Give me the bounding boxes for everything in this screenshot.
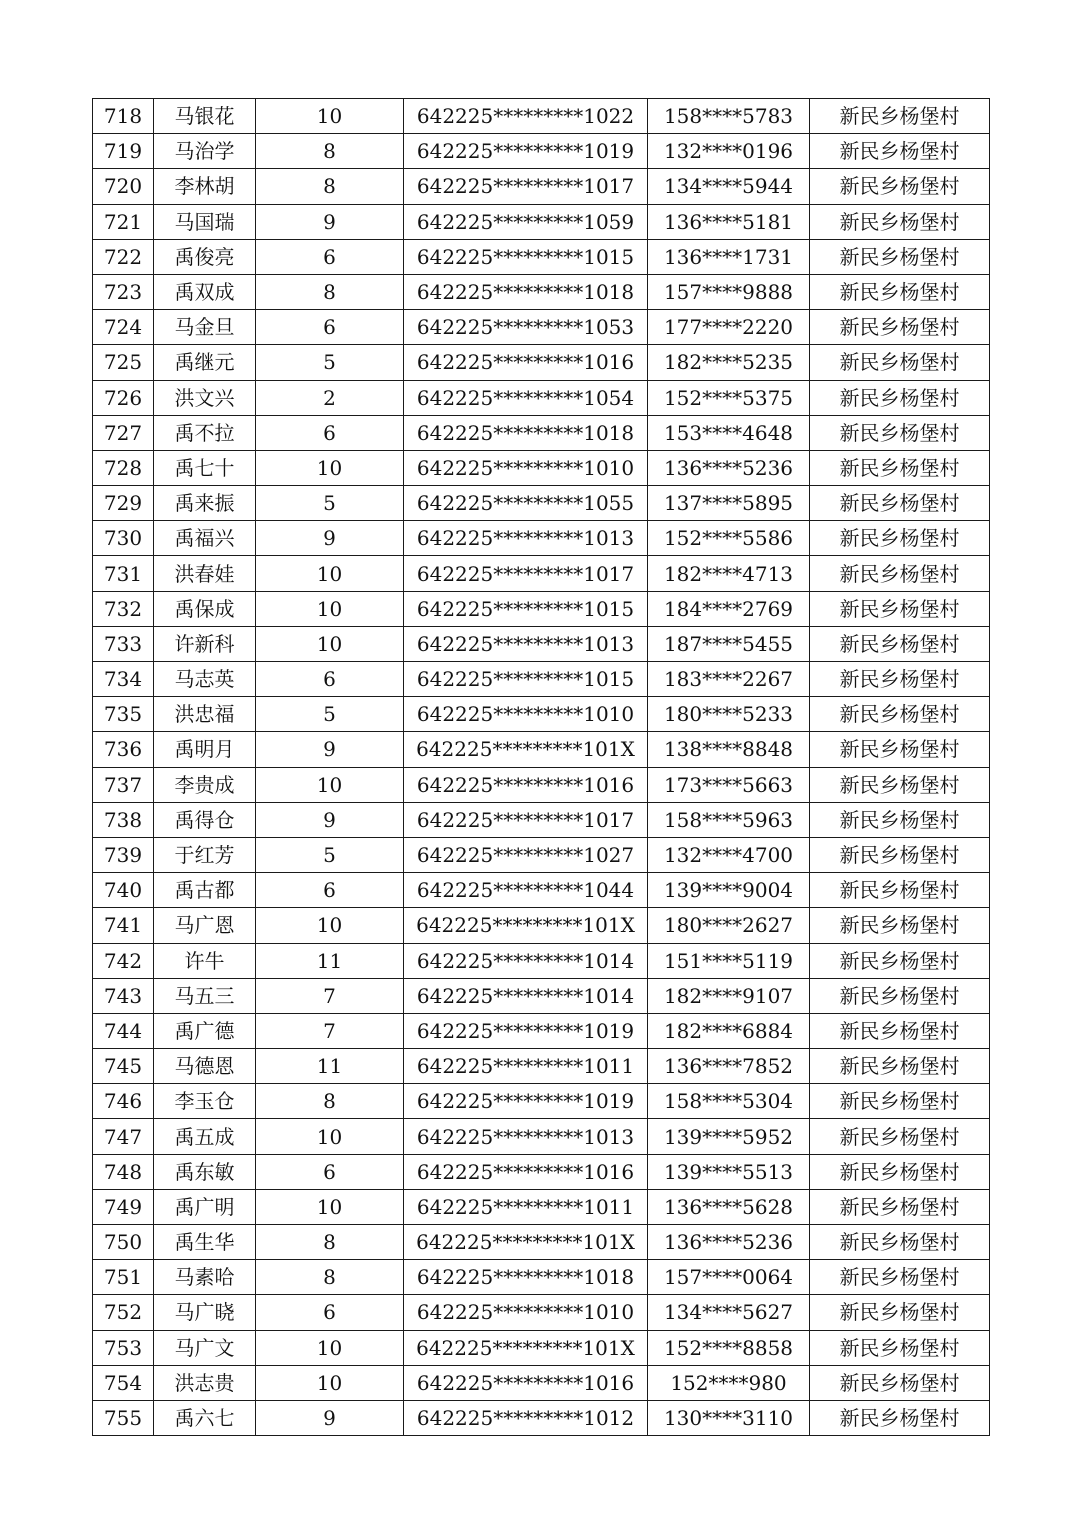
table-row — [93, 1013, 990, 1048]
row-number-cell: 743 — [93, 978, 154, 1013]
table-row — [93, 767, 990, 802]
id-number-cell: 642225*********1017 — [404, 169, 648, 204]
id-number-cell: 642225*********1053 — [404, 310, 648, 345]
address-cell: 新民乡杨堡村 — [810, 345, 990, 380]
count-cell: 10 — [256, 99, 404, 134]
table-row — [93, 978, 990, 1013]
address-cell: 新民乡杨堡村 — [810, 169, 990, 204]
row-number-cell: 742 — [93, 943, 154, 978]
table-row — [93, 1119, 990, 1154]
count-cell: 9 — [256, 732, 404, 767]
name-cell: 洪文兴 — [154, 380, 256, 415]
row-number-cell: 753 — [93, 1330, 154, 1365]
address-cell: 新民乡杨堡村 — [810, 908, 990, 943]
count-cell: 7 — [256, 978, 404, 1013]
address-cell: 新民乡杨堡村 — [810, 99, 990, 134]
row-number-cell: 724 — [93, 310, 154, 345]
id-number-cell: 642225*********1059 — [404, 204, 648, 239]
row-number-cell: 726 — [93, 380, 154, 415]
phone-cell: 153****4648 — [648, 415, 810, 450]
address-cell: 新民乡杨堡村 — [810, 1119, 990, 1154]
phone-cell: 182****9107 — [648, 978, 810, 1013]
phone-cell: 158****5963 — [648, 802, 810, 837]
address-cell: 新民乡杨堡村 — [810, 239, 990, 274]
row-number-cell: 735 — [93, 697, 154, 732]
count-cell: 8 — [256, 134, 404, 169]
name-cell: 禹东敏 — [154, 1154, 256, 1189]
phone-cell: 139****9004 — [648, 873, 810, 908]
address-cell: 新民乡杨堡村 — [810, 626, 990, 661]
row-number-cell: 748 — [93, 1154, 154, 1189]
table-row — [93, 486, 990, 521]
phone-cell: 158****5783 — [648, 99, 810, 134]
address-cell: 新民乡杨堡村 — [810, 1295, 990, 1330]
phone-cell: 137****5895 — [648, 486, 810, 521]
name-cell: 马治学 — [154, 134, 256, 169]
id-number-cell: 642225*********1013 — [404, 521, 648, 556]
name-cell: 李玉仓 — [154, 1084, 256, 1119]
table-row — [93, 274, 990, 309]
name-cell: 马素哈 — [154, 1260, 256, 1295]
phone-cell: 132****4700 — [648, 837, 810, 872]
table-row — [93, 169, 990, 204]
id-number-cell: 642225*********1018 — [404, 415, 648, 450]
id-number-cell: 642225*********1054 — [404, 380, 648, 415]
count-cell: 9 — [256, 802, 404, 837]
table-row — [93, 1295, 990, 1330]
count-cell: 6 — [256, 310, 404, 345]
id-number-cell: 642225*********1018 — [404, 274, 648, 309]
phone-cell: 130****3110 — [648, 1400, 810, 1435]
id-number-cell: 642225*********1027 — [404, 837, 648, 872]
count-cell: 2 — [256, 380, 404, 415]
address-cell: 新民乡杨堡村 — [810, 1260, 990, 1295]
phone-cell: 139****5952 — [648, 1119, 810, 1154]
row-number-cell: 734 — [93, 662, 154, 697]
count-cell: 9 — [256, 204, 404, 239]
name-cell: 禹古都 — [154, 873, 256, 908]
name-cell: 马五三 — [154, 978, 256, 1013]
row-number-cell: 751 — [93, 1260, 154, 1295]
name-cell: 许牛 — [154, 943, 256, 978]
row-number-cell: 723 — [93, 274, 154, 309]
table-row — [93, 521, 990, 556]
address-cell: 新民乡杨堡村 — [810, 1365, 990, 1400]
phone-cell: 180****2627 — [648, 908, 810, 943]
id-number-cell: 642225*********101X — [404, 908, 648, 943]
address-cell: 新民乡杨堡村 — [810, 873, 990, 908]
table-row — [93, 204, 990, 239]
count-cell: 5 — [256, 837, 404, 872]
address-cell: 新民乡杨堡村 — [810, 1330, 990, 1365]
id-number-cell: 642225*********1014 — [404, 978, 648, 1013]
name-cell: 禹俊亮 — [154, 239, 256, 274]
name-cell: 马银花 — [154, 99, 256, 134]
count-cell: 10 — [256, 450, 404, 485]
address-cell: 新民乡杨堡村 — [810, 1084, 990, 1119]
id-number-cell: 642225*********1055 — [404, 486, 648, 521]
phone-cell: 180****5233 — [648, 697, 810, 732]
row-number-cell: 738 — [93, 802, 154, 837]
count-cell: 5 — [256, 345, 404, 380]
phone-cell: 182****5235 — [648, 345, 810, 380]
address-cell: 新民乡杨堡村 — [810, 415, 990, 450]
address-cell: 新民乡杨堡村 — [810, 1013, 990, 1048]
id-number-cell: 642225*********1013 — [404, 1119, 648, 1154]
table-row — [93, 873, 990, 908]
count-cell: 11 — [256, 1049, 404, 1084]
count-cell: 6 — [256, 1295, 404, 1330]
name-cell: 马志英 — [154, 662, 256, 697]
table-row — [93, 1084, 990, 1119]
address-cell: 新民乡杨堡村 — [810, 521, 990, 556]
count-cell: 6 — [256, 415, 404, 450]
count-cell: 8 — [256, 274, 404, 309]
count-cell: 11 — [256, 943, 404, 978]
name-cell: 禹广明 — [154, 1189, 256, 1224]
name-cell: 洪忠福 — [154, 697, 256, 732]
phone-cell: 139****5513 — [648, 1154, 810, 1189]
name-cell: 许新科 — [154, 626, 256, 661]
row-number-cell: 727 — [93, 415, 154, 450]
table-row — [93, 697, 990, 732]
table-row — [93, 345, 990, 380]
row-number-cell: 739 — [93, 837, 154, 872]
address-cell: 新民乡杨堡村 — [810, 767, 990, 802]
row-number-cell: 741 — [93, 908, 154, 943]
row-number-cell: 721 — [93, 204, 154, 239]
table-row — [93, 556, 990, 591]
phone-cell: 152****5586 — [648, 521, 810, 556]
id-number-cell: 642225*********1015 — [404, 591, 648, 626]
count-cell: 10 — [256, 591, 404, 626]
table-row — [93, 1189, 990, 1224]
name-cell: 禹生华 — [154, 1225, 256, 1260]
name-cell: 马德恩 — [154, 1049, 256, 1084]
address-cell: 新民乡杨堡村 — [810, 134, 990, 169]
phone-cell: 157****9888 — [648, 274, 810, 309]
count-cell: 6 — [256, 239, 404, 274]
table-row — [93, 450, 990, 485]
name-cell: 马广恩 — [154, 908, 256, 943]
phone-cell: 187****5455 — [648, 626, 810, 661]
row-number-cell: 736 — [93, 732, 154, 767]
id-number-cell: 642225*********101X — [404, 732, 648, 767]
row-number-cell: 731 — [93, 556, 154, 591]
phone-cell: 152****980 — [648, 1365, 810, 1400]
row-number-cell: 737 — [93, 767, 154, 802]
count-cell: 10 — [256, 1119, 404, 1154]
address-cell: 新民乡杨堡村 — [810, 1225, 990, 1260]
phone-cell: 136****5236 — [648, 450, 810, 485]
count-cell: 10 — [256, 767, 404, 802]
count-cell: 8 — [256, 169, 404, 204]
id-number-cell: 642225*********1016 — [404, 767, 648, 802]
table-row — [93, 310, 990, 345]
count-cell: 10 — [256, 1330, 404, 1365]
name-cell: 马国瑞 — [154, 204, 256, 239]
table-row — [93, 662, 990, 697]
name-cell: 禹得仓 — [154, 802, 256, 837]
address-cell: 新民乡杨堡村 — [810, 274, 990, 309]
table-row — [93, 1260, 990, 1295]
count-cell: 9 — [256, 521, 404, 556]
phone-cell: 151****5119 — [648, 943, 810, 978]
id-number-cell: 642225*********1016 — [404, 1154, 648, 1189]
table-row — [93, 1049, 990, 1084]
name-cell: 禹五成 — [154, 1119, 256, 1154]
id-number-cell: 642225*********1011 — [404, 1189, 648, 1224]
row-number-cell: 719 — [93, 134, 154, 169]
address-cell: 新民乡杨堡村 — [810, 450, 990, 485]
table-row — [93, 1330, 990, 1365]
name-cell: 禹七十 — [154, 450, 256, 485]
name-cell: 马广晓 — [154, 1295, 256, 1330]
table-row — [93, 380, 990, 415]
table-row — [93, 1225, 990, 1260]
id-number-cell: 642225*********1012 — [404, 1400, 648, 1435]
count-cell: 10 — [256, 908, 404, 943]
address-cell: 新民乡杨堡村 — [810, 310, 990, 345]
phone-cell: 152****5375 — [648, 380, 810, 415]
name-cell: 禹双成 — [154, 274, 256, 309]
id-number-cell: 642225*********1019 — [404, 1013, 648, 1048]
id-number-cell: 642225*********1018 — [404, 1260, 648, 1295]
name-cell: 禹不拉 — [154, 415, 256, 450]
count-cell: 5 — [256, 697, 404, 732]
count-cell: 8 — [256, 1225, 404, 1260]
row-number-cell: 746 — [93, 1084, 154, 1119]
address-cell: 新民乡杨堡村 — [810, 1049, 990, 1084]
count-cell: 9 — [256, 1400, 404, 1435]
id-number-cell: 642225*********1010 — [404, 697, 648, 732]
row-number-cell: 732 — [93, 591, 154, 626]
table-row — [93, 802, 990, 837]
address-cell: 新民乡杨堡村 — [810, 943, 990, 978]
name-cell: 马广文 — [154, 1330, 256, 1365]
phone-cell: 136****5181 — [648, 204, 810, 239]
row-number-cell: 755 — [93, 1400, 154, 1435]
row-number-cell: 754 — [93, 1365, 154, 1400]
name-cell: 马金旦 — [154, 310, 256, 345]
name-cell: 李林胡 — [154, 169, 256, 204]
table-row — [93, 1400, 990, 1435]
phone-cell: 184****2769 — [648, 591, 810, 626]
table-row — [93, 415, 990, 450]
address-cell: 新民乡杨堡村 — [810, 591, 990, 626]
phone-cell: 157****0064 — [648, 1260, 810, 1295]
row-number-cell: 722 — [93, 239, 154, 274]
id-number-cell: 642225*********1015 — [404, 239, 648, 274]
table-row — [93, 1365, 990, 1400]
name-cell: 禹广德 — [154, 1013, 256, 1048]
phone-cell: 177****2220 — [648, 310, 810, 345]
id-number-cell: 642225*********1019 — [404, 1084, 648, 1119]
row-number-cell: 728 — [93, 450, 154, 485]
id-number-cell: 642225*********1016 — [404, 1365, 648, 1400]
phone-cell: 138****8848 — [648, 732, 810, 767]
phone-cell: 182****4713 — [648, 556, 810, 591]
table-row — [93, 626, 990, 661]
id-number-cell: 642225*********1015 — [404, 662, 648, 697]
table-row — [93, 591, 990, 626]
address-cell: 新民乡杨堡村 — [810, 802, 990, 837]
id-number-cell: 642225*********101X — [404, 1225, 648, 1260]
count-cell: 10 — [256, 556, 404, 591]
table-row — [93, 1154, 990, 1189]
address-cell: 新民乡杨堡村 — [810, 1154, 990, 1189]
phone-cell: 136****5628 — [648, 1189, 810, 1224]
name-cell: 禹继元 — [154, 345, 256, 380]
phone-cell: 132****0196 — [648, 134, 810, 169]
count-cell: 8 — [256, 1260, 404, 1295]
count-cell: 10 — [256, 1365, 404, 1400]
phone-cell: 134****5944 — [648, 169, 810, 204]
name-cell: 禹福兴 — [154, 521, 256, 556]
address-cell: 新民乡杨堡村 — [810, 204, 990, 239]
count-cell: 7 — [256, 1013, 404, 1048]
id-number-cell: 642225*********1014 — [404, 943, 648, 978]
row-number-cell: 744 — [93, 1013, 154, 1048]
phone-cell: 173****5663 — [648, 767, 810, 802]
row-number-cell: 752 — [93, 1295, 154, 1330]
table-row — [93, 943, 990, 978]
count-cell: 10 — [256, 626, 404, 661]
id-number-cell: 642225*********1019 — [404, 134, 648, 169]
row-number-cell: 745 — [93, 1049, 154, 1084]
phone-cell: 183****2267 — [648, 662, 810, 697]
row-number-cell: 749 — [93, 1189, 154, 1224]
address-cell: 新民乡杨堡村 — [810, 837, 990, 872]
address-cell: 新民乡杨堡村 — [810, 1400, 990, 1435]
phone-cell: 134****5627 — [648, 1295, 810, 1330]
id-number-cell: 642225*********1010 — [404, 450, 648, 485]
row-number-cell: 750 — [93, 1225, 154, 1260]
address-cell: 新民乡杨堡村 — [810, 1189, 990, 1224]
name-cell: 洪志贵 — [154, 1365, 256, 1400]
count-cell: 8 — [256, 1084, 404, 1119]
name-cell: 禹明月 — [154, 732, 256, 767]
row-number-cell: 718 — [93, 99, 154, 134]
address-cell: 新民乡杨堡村 — [810, 556, 990, 591]
id-number-cell: 642225*********1011 — [404, 1049, 648, 1084]
roster-table — [92, 98, 990, 1436]
phone-cell: 136****5236 — [648, 1225, 810, 1260]
row-number-cell: 730 — [93, 521, 154, 556]
name-cell: 洪春娃 — [154, 556, 256, 591]
phone-cell: 136****1731 — [648, 239, 810, 274]
phone-cell: 152****8858 — [648, 1330, 810, 1365]
address-cell: 新民乡杨堡村 — [810, 732, 990, 767]
phone-cell: 182****6884 — [648, 1013, 810, 1048]
id-number-cell: 642225*********1022 — [404, 99, 648, 134]
phone-cell: 158****5304 — [648, 1084, 810, 1119]
address-cell: 新民乡杨堡村 — [810, 380, 990, 415]
table-row — [93, 239, 990, 274]
id-number-cell: 642225*********1017 — [404, 556, 648, 591]
name-cell: 禹六七 — [154, 1400, 256, 1435]
id-number-cell: 642225*********1044 — [404, 873, 648, 908]
id-number-cell: 642225*********101X — [404, 1330, 648, 1365]
name-cell: 于红芳 — [154, 837, 256, 872]
row-number-cell: 733 — [93, 626, 154, 661]
name-cell: 李贵成 — [154, 767, 256, 802]
table-row — [93, 732, 990, 767]
table-row — [93, 134, 990, 169]
name-cell: 禹保成 — [154, 591, 256, 626]
name-cell: 禹来振 — [154, 486, 256, 521]
id-number-cell: 642225*********1017 — [404, 802, 648, 837]
count-cell: 6 — [256, 662, 404, 697]
row-number-cell: 725 — [93, 345, 154, 380]
count-cell: 5 — [256, 486, 404, 521]
roster-table-body — [93, 99, 990, 1436]
address-cell: 新民乡杨堡村 — [810, 662, 990, 697]
table-row — [93, 99, 990, 134]
address-cell: 新民乡杨堡村 — [810, 978, 990, 1013]
id-number-cell: 642225*********1016 — [404, 345, 648, 380]
address-cell: 新民乡杨堡村 — [810, 486, 990, 521]
table-row — [93, 908, 990, 943]
id-number-cell: 642225*********1013 — [404, 626, 648, 661]
row-number-cell: 720 — [93, 169, 154, 204]
row-number-cell: 740 — [93, 873, 154, 908]
table-row — [93, 837, 990, 872]
count-cell: 6 — [256, 873, 404, 908]
row-number-cell: 729 — [93, 486, 154, 521]
id-number-cell: 642225*********1010 — [404, 1295, 648, 1330]
row-number-cell: 747 — [93, 1119, 154, 1154]
phone-cell: 136****7852 — [648, 1049, 810, 1084]
count-cell: 6 — [256, 1154, 404, 1189]
address-cell: 新民乡杨堡村 — [810, 697, 990, 732]
count-cell: 10 — [256, 1189, 404, 1224]
